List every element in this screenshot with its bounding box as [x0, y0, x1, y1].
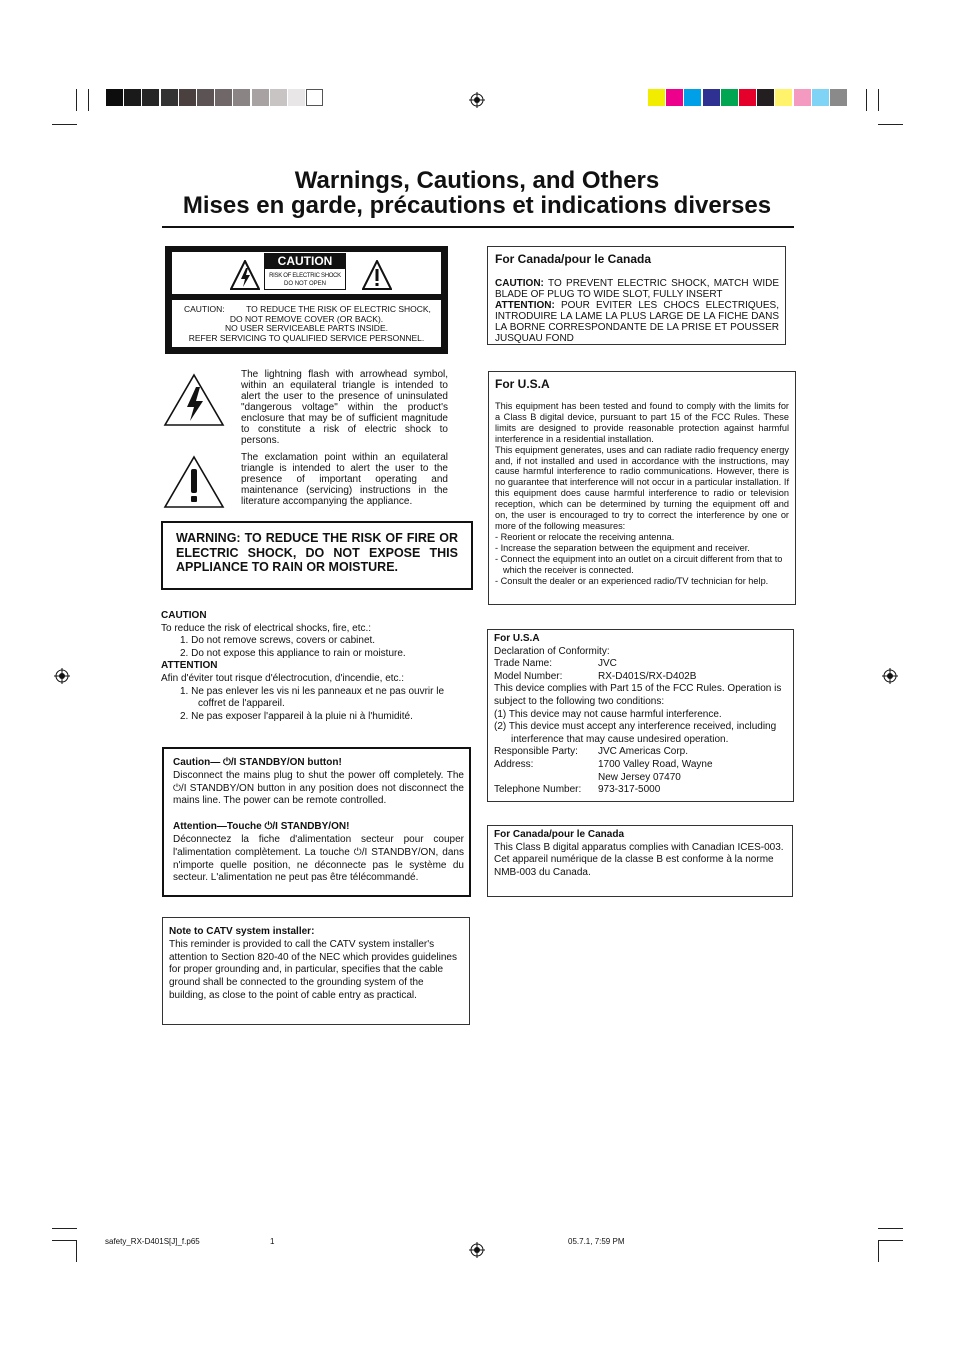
fcc-paragraph-1: This equipment has been tested and found to comply with the limits for a Class B digital device, pursuant to part 15 of the FCC Rules. These limits are designed to provide reasonable protection against harmful interference in a residential installation.: [495, 401, 789, 444]
canada-ices-french: Cet appareil numérique de la classe B est conforme à la norme NMB-003 du Canada.: [494, 854, 774, 878]
catv-heading: Note to CATV system installer:: [169, 926, 315, 937]
caution-label-line3: NO USER SERVICEABLE PARTS INSIDE.: [225, 323, 388, 334]
color-swatch: [721, 89, 738, 106]
caution-label: [165, 246, 448, 354]
conformity-declaration: Declaration of Conformity:: [494, 645, 610, 657]
caution-text: TO PREVENT ELECTRIC SHOCK, MATCH WIDE BLADE OF PLUG TO WIDE SLOT, FULLY INSERT: [495, 278, 779, 300]
caution-label-line1: TO REDUCE THE RISK OF ELECTRIC SHOCK,: [246, 304, 431, 314]
canada-plug-box: [487, 246, 786, 345]
caution-badge-sub2: DO NOT OPEN: [284, 281, 326, 287]
color-swatch: [812, 89, 829, 106]
gray-swatch: [270, 89, 287, 106]
gray-swatch: [306, 89, 323, 106]
registration-mark-icon: [882, 668, 898, 684]
gray-swatch: [161, 89, 178, 106]
caution-label-top: [172, 252, 441, 294]
attention-heading: ATTENTION: [161, 660, 218, 672]
caution-intro: To reduce the risk of electrical shocks, fire, etc.:: [161, 622, 372, 634]
standby-box: [162, 747, 471, 897]
exclamation-triangle-icon: [163, 455, 225, 509]
title-french: Mises en garde, précautions et indications diverses: [182, 192, 772, 219]
caution-label-bottom: [172, 300, 441, 347]
telephone-value: 973-317-5000: [598, 784, 661, 796]
caution-lead: CAUTION:: [495, 278, 544, 289]
caution-badge: [264, 253, 346, 290]
list-item: - Consult the dealer or an experienced radio/TV technician for help.: [495, 575, 769, 586]
caution-label-line2: DO NOT REMOVE COVER (OR BACK).: [229, 313, 384, 324]
caution-badge-title: CAUTION: [265, 254, 345, 269]
title-english: Warnings, Cautions, and Others: [294, 167, 660, 194]
model-number-label: Model Number:: [494, 670, 563, 682]
address-line-1: 1700 Valley Road, Wayne: [598, 758, 713, 770]
condition-1: (1) This device may not cause harmful interference.: [494, 708, 722, 720]
telephone-row: [494, 784, 787, 797]
gray-swatch: [288, 89, 305, 106]
fcc-measures: [495, 532, 789, 587]
catv-text: This reminder is provided to call the CATV system installer's attention to Section 820-40 of the NEC which provides guidelines for proper grounding and, in particular, specifies that the cable ground shall be connected to the grounding system of the building, as close to the point of cable entry as practical.: [169, 938, 457, 1001]
fcc-box: [488, 371, 796, 605]
crop-mark: [76, 1240, 77, 1262]
canada-plug-attention: [495, 300, 779, 344]
color-swatch: [703, 89, 720, 106]
gray-swatch: [252, 89, 269, 106]
attention-lead: ATTENTION:: [495, 300, 555, 311]
color-swatch: [684, 89, 701, 106]
crop-mark: [52, 1240, 77, 1241]
canada-ices-english: This Class B digital apparatus complies with Canadian ICES-003.: [494, 841, 784, 853]
caution-badge-sub1: RISK OF ELECTRIC SHOCK: [269, 273, 341, 279]
canada-plug-heading: For Canada/pour le Canada: [495, 252, 652, 266]
canada-ices-box: [487, 825, 793, 897]
crop-mark: [76, 89, 77, 111]
responsible-party-label: Responsible Party:: [494, 746, 578, 758]
registration-mark-icon: [469, 92, 485, 108]
list-item: 2. Do not expose this appliance to rain or moisture.: [180, 647, 406, 659]
list-item: 2. Ne pas exposer l'appareil à la pluie ni à l'humidité.: [180, 710, 413, 722]
caution-section: [161, 610, 471, 723]
crop-mark: [52, 124, 77, 125]
standby-text-en: Disconnect the mains plug to shut the power off completely. The ⏻/I STANDBY/ON button in any position does not disconnect the mains line. The power can be remote controlled.: [173, 769, 464, 807]
model-number-value: RX-D401S/RX-D402B: [598, 670, 697, 682]
trade-name-value: JVC: [598, 658, 617, 670]
attention-intro: Afin d'éviter tout risque d'électrocution, d'incendie, etc.:: [161, 672, 405, 684]
gray-swatch: [124, 89, 141, 106]
crop-mark: [878, 89, 879, 111]
gray-swatch: [233, 89, 250, 106]
footer-timestamp: 05.7.1, 7:59 PM: [568, 1237, 625, 1246]
lightning-triangle-icon: [163, 373, 225, 427]
warning-text: WARNING: TO REDUCE THE RISK OF FIRE OR ELECTRIC SHOCK, DO NOT EXPOSE THIS APPLIANCE TO RAIN OR MOISTURE.: [176, 531, 458, 574]
color-swatch: [757, 89, 774, 106]
address-value: [598, 759, 713, 784]
crop-mark: [878, 1228, 903, 1229]
fcc-heading: For U.S.A: [495, 377, 550, 391]
standby-heading-fr: Attention—Touche ⏻/I STANDBY/ON!: [173, 821, 350, 833]
caution-heading: CAUTION: [161, 610, 207, 621]
condition-2: (2) This device must accept any interference received, including interference that may cause undesired operation.: [494, 721, 777, 745]
page-title: [120, 168, 834, 218]
address-label: Address:: [494, 758, 534, 770]
attention-list: [161, 686, 471, 724]
responsible-party-value: JVC Americas Corp.: [598, 746, 689, 758]
crop-mark: [866, 89, 867, 111]
color-swatch: [830, 89, 847, 106]
list-item: - Increase the separation between the equipment and receiver.: [495, 542, 750, 553]
color-swatch: [666, 89, 683, 106]
exclamation-triangle-icon: [362, 260, 392, 290]
color-swatch: [775, 89, 792, 106]
standby-text-fr: Déconnectez la fiche d'alimentation secteur pour couper l'alimentation complètement. La touche ⏻/I STANDBY/ON, dans n'importe quelle position, ne déconnecte pas le système du secteur. L'alimentation ne peut pas être télécommandé.: [173, 833, 464, 884]
gray-swatch: [106, 89, 123, 106]
canada-ices-heading: For Canada/pour le Canada: [494, 829, 625, 840]
crop-mark: [878, 1240, 903, 1241]
list-item: 1. Ne pas enlever les vis ni les panneaux et ne pas ouvrir le coffret de l'appareil.: [180, 685, 445, 710]
conformity-statement: This device complies with Part 15 of the FCC Rules. Operation is subject to the following two conditions:: [494, 683, 782, 707]
registration-mark-icon: [469, 1242, 485, 1258]
gray-swatch: [142, 89, 159, 106]
trade-name-label: Trade Name:: [494, 658, 552, 670]
crop-mark: [88, 89, 89, 111]
caution-label-lead: CAUTION:: [184, 304, 225, 314]
telephone-label: Telephone Number:: [494, 784, 582, 796]
footer-page-number: 1: [270, 1237, 275, 1246]
list-item: - Reorient or relocate the receiving antenna.: [495, 531, 675, 542]
registration-mark-icon: [54, 668, 70, 684]
address-line-2: New Jersey 07470: [598, 771, 681, 783]
list-item: - Connect the equipment into an outlet on a circuit different from that to which the receiver is connected.: [495, 553, 783, 575]
exclamation-explanation: The exclamation point within an equilateral triangle is intended to alert the user to the presence of important operating and maintenance (servicing) instructions in the literature accompanying the appliance.: [241, 452, 448, 507]
color-swatch: [794, 89, 811, 106]
lightning-explanation: The lightning flash with arrowhead symbol, within an equilateral triangle is intended to alert the user to the presence of uninsulated "dangerous voltage" within the product's enclosure that may be of sufficient magnitude to constitute a risk of electric shock to persons.: [241, 369, 448, 446]
conformity-heading: For U.S.A: [494, 633, 540, 644]
catv-box: [162, 917, 470, 1025]
address-row: [494, 759, 787, 784]
responsible-party-row: [494, 746, 787, 759]
caution-list: [161, 635, 471, 660]
caution-label-line4: REFER SERVICING TO QUALIFIED SERVICE PERSONNEL.: [188, 332, 425, 343]
gray-swatch: [197, 89, 214, 106]
color-swatch: [648, 89, 665, 106]
crop-mark: [52, 1228, 77, 1229]
trade-name-row: [494, 658, 787, 671]
model-number-row: [494, 671, 787, 684]
canada-plug-caution: [495, 278, 779, 300]
lightning-triangle-icon: [230, 260, 260, 290]
standby-heading-en: Caution— ⏻/I STANDBY/ON button!: [173, 757, 342, 768]
list-item: 1. Do not remove screws, covers or cabinet.: [180, 635, 376, 647]
color-swatch: [739, 89, 756, 106]
title-rule: [162, 226, 794, 228]
gray-swatch: [179, 89, 196, 106]
crop-mark: [878, 1240, 879, 1262]
footer-filename: safety_RX-D401S[J]_f.p65: [105, 1237, 200, 1246]
gray-swatch: [215, 89, 232, 106]
warning-box: [161, 521, 473, 590]
crop-mark: [878, 124, 903, 125]
conformity-box: [487, 629, 794, 802]
fcc-paragraph-2: This equipment generates, uses and can radiate radio frequency energy and, if not installed and used in accordance with the instructions, may cause harmful interference to radio communications. However, there is no guarantee that interference will not occur in a particular installation. If this equipment does cause harmful interference to radio or television reception, which can be determined by turning the equipment off and on, the user is encouraged to try to correct the interference by one or more of the following measures:: [495, 444, 789, 531]
attention-text: POUR EVITER LES CHOCS ELECTRIQUES, INTRODUIRE LA LAME LA PLUS LARGE DE LA FICHE DANS LA BORNE CORRESPONDANTE DE LA PRISE ET POUSSER JUSQUAU FOND: [495, 300, 779, 344]
